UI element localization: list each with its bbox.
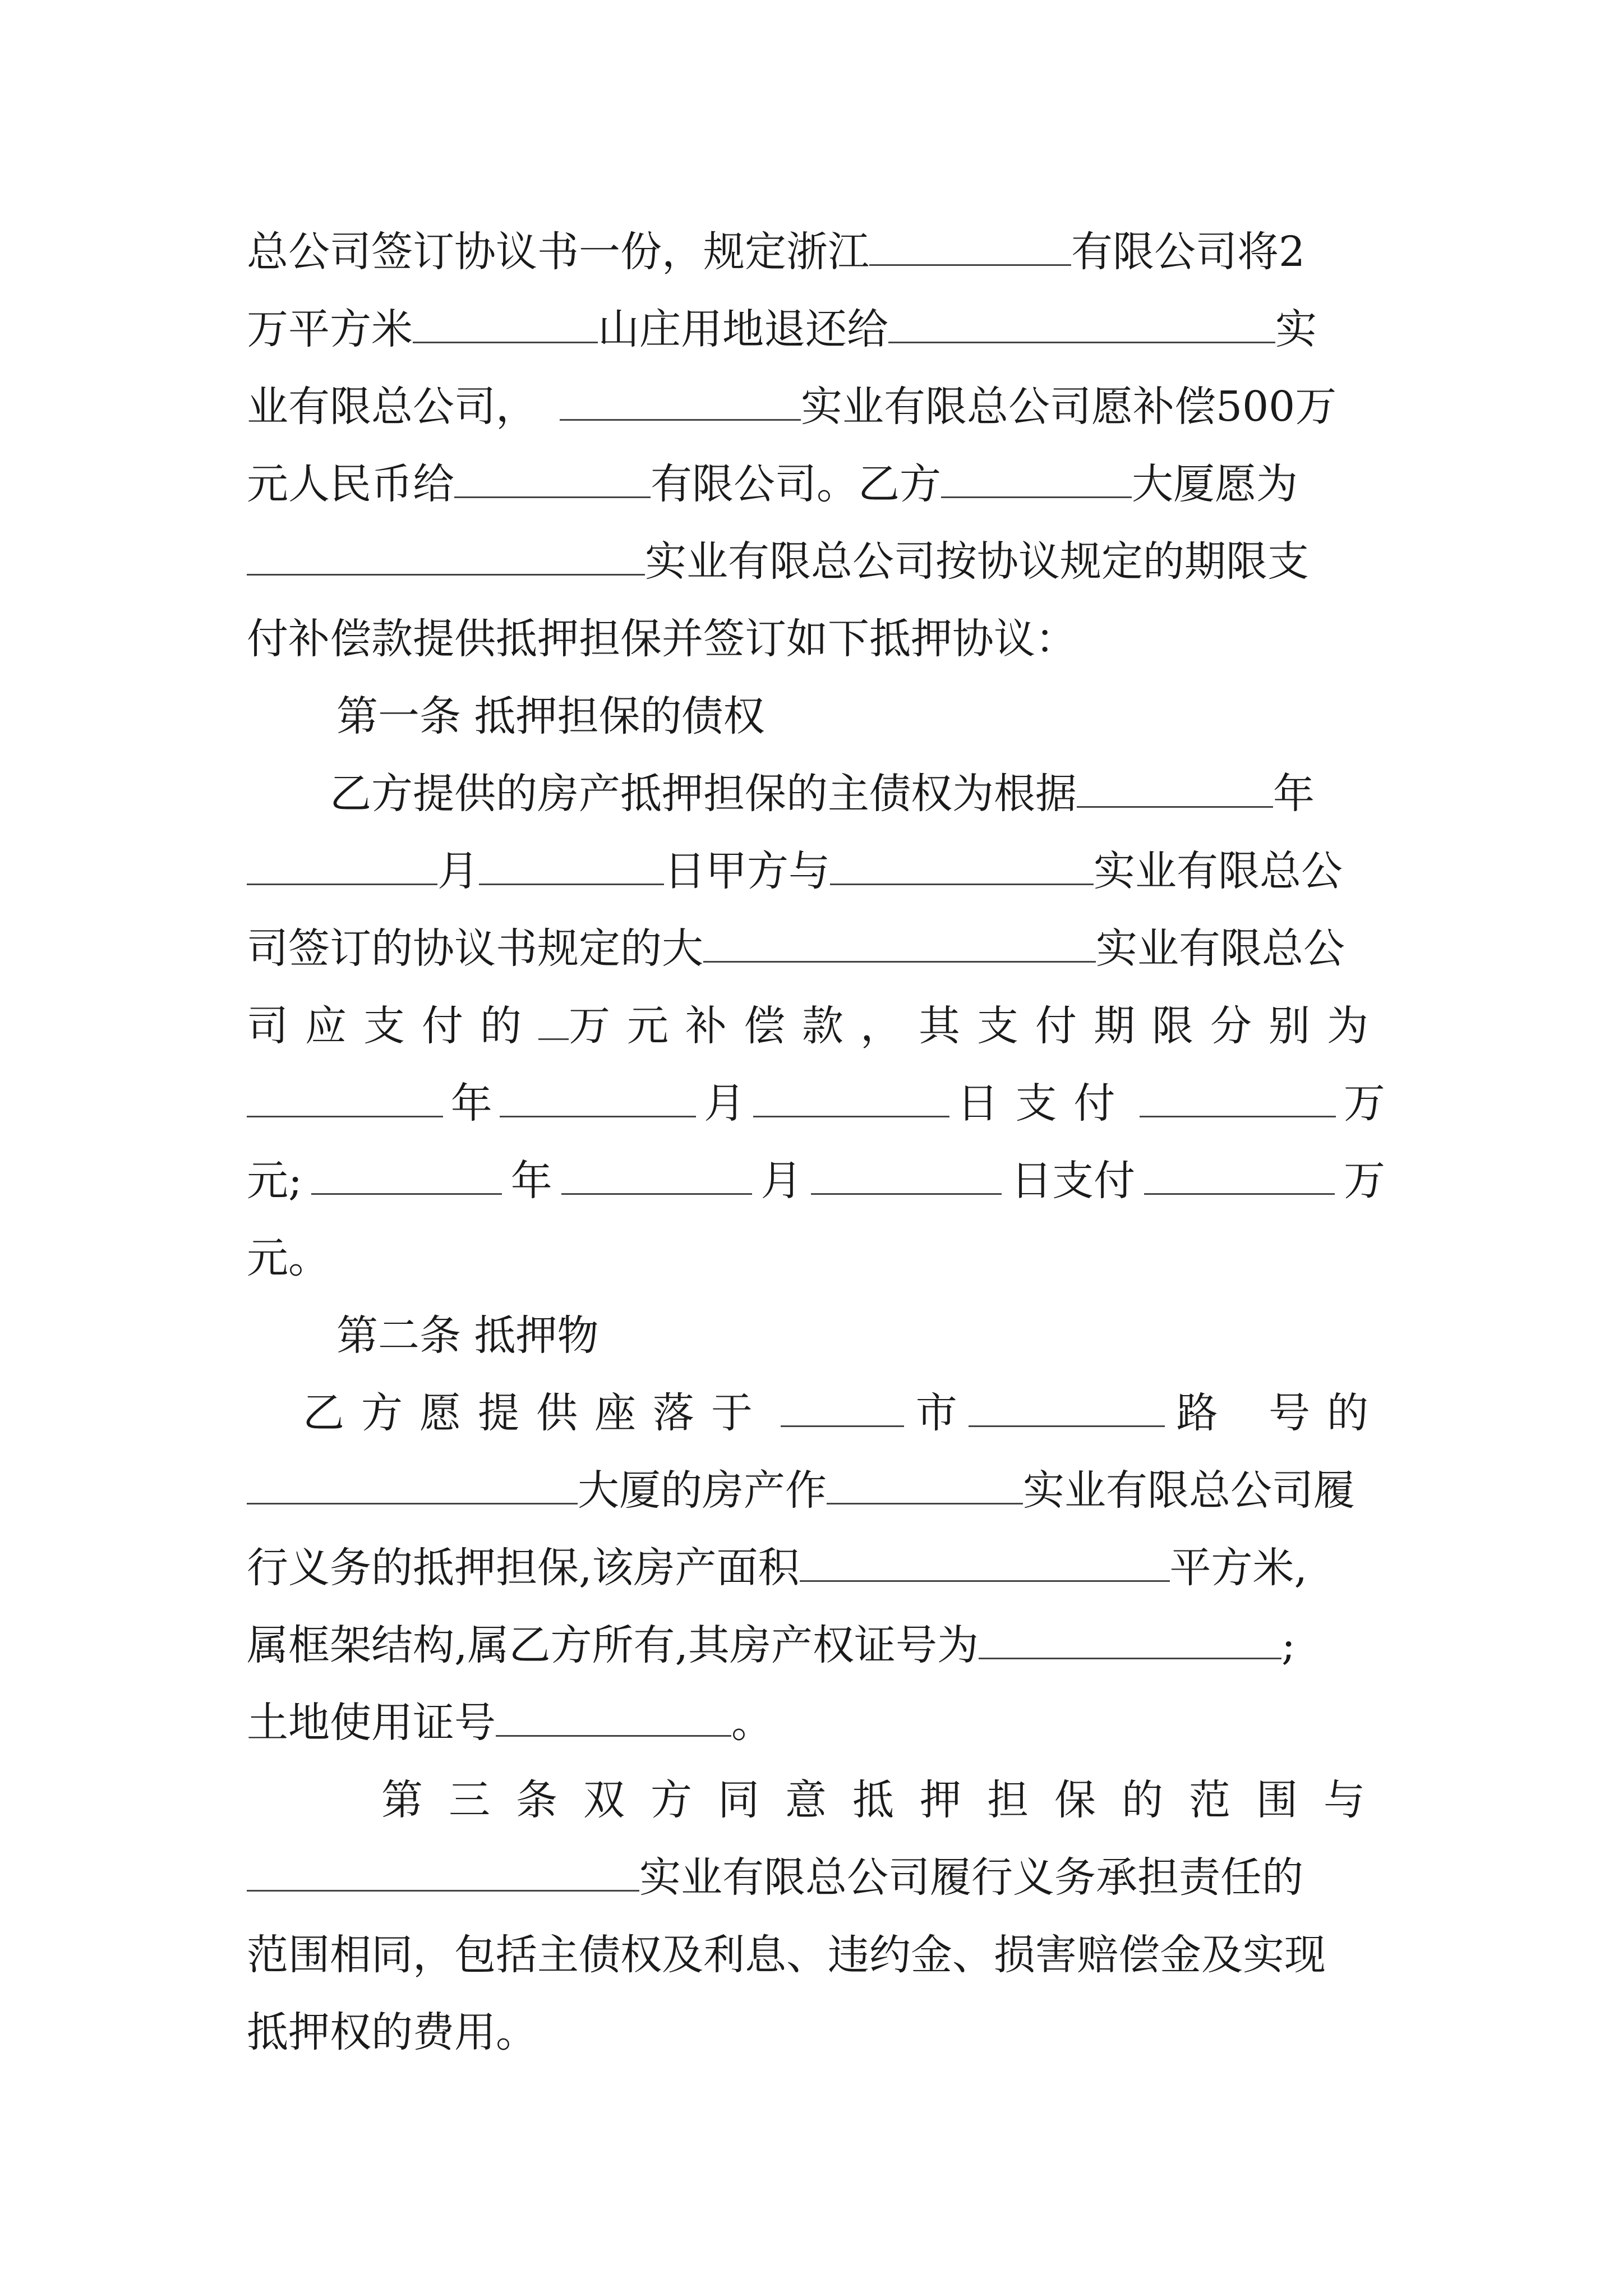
document-page	[247, 213, 1391, 2071]
text-segment: 万	[1343, 1079, 1385, 1128]
text-segment: 。	[731, 1699, 773, 1747]
text-segment: 司应支付的	[247, 1002, 538, 1050]
paragraph-line-6	[247, 600, 1385, 678]
article-2-heading	[247, 1297, 1385, 1374]
text-segment: ;	[1281, 1621, 1295, 1669]
text-segment: 路	[1176, 1389, 1218, 1437]
text-segment: 万平方米	[247, 305, 413, 353]
text-segment: 山庄用地退还给	[598, 305, 888, 353]
text-segment: 日支付	[957, 1079, 1132, 1128]
fill-in-blank[interactable]	[800, 1545, 1170, 1582]
paragraph-line-20	[247, 1684, 1385, 1761]
text-segment: 土地使用证号	[247, 1699, 496, 1747]
fill-in-blank[interactable]	[247, 1081, 443, 1117]
paragraph-line-17	[247, 1452, 1385, 1529]
text-segment: 有限公司将2	[1071, 228, 1306, 276]
article-3-heading	[247, 1761, 1391, 1839]
text-segment: 大厦的房产作	[578, 1466, 827, 1515]
heading-text: 第一条 抵押担保的债权	[336, 692, 765, 740]
text-segment: 大厦愿为	[1132, 460, 1298, 508]
fill-in-blank[interactable]	[811, 1158, 1002, 1195]
paragraph-line-10	[247, 910, 1385, 987]
text-segment: 实	[1275, 305, 1317, 353]
fill-in-blank[interactable]	[561, 1158, 752, 1195]
paragraph-line-4	[247, 445, 1385, 523]
fill-in-blank[interactable]	[560, 384, 801, 421]
text-segment: 有限公司。乙方	[651, 460, 941, 508]
text-segment: 市	[915, 1389, 957, 1437]
fill-in-blank[interactable]	[1077, 771, 1273, 808]
text-segment: 实业有限总公司履	[1023, 1466, 1355, 1515]
text-segment: 年	[510, 1157, 552, 1205]
article-1-heading	[247, 678, 1385, 755]
paragraph-line-3	[247, 368, 1385, 445]
heading-text: 第二条 抵押物	[336, 1312, 599, 1360]
text-segment: 实业有限总公司履行义务承担责任的	[639, 1853, 1303, 1902]
text-segment: 行义务的抵押担保,该房产面积	[247, 1544, 800, 1592]
text-segment: 实业有限总公司愿补偿500万	[801, 383, 1337, 431]
text-segment: 元;	[247, 1157, 302, 1205]
fill-in-blank[interactable]	[311, 1158, 502, 1195]
fill-in-blank[interactable]	[969, 1391, 1165, 1427]
paragraph-line-11	[247, 987, 1385, 1065]
text-segment: 双方同意抵押担保的范围与	[583, 1776, 1391, 1824]
text-segment: 抵押权的费用。	[247, 2008, 537, 2056]
paragraph-line-22	[247, 1839, 1385, 1916]
text-segment: 实业有限总公	[1094, 847, 1343, 895]
text-segment: 元人民币给	[247, 460, 454, 508]
paragraph-line-13	[247, 1142, 1385, 1220]
text-segment: 年	[450, 1079, 492, 1128]
fill-in-blank[interactable]	[888, 307, 1275, 343]
text-segment: 业有限总公司，	[247, 383, 537, 431]
paragraph-line-23	[247, 1916, 1385, 1994]
text-segment: 万	[1343, 1157, 1385, 1205]
text-segment: 月	[437, 847, 479, 895]
text-segment: 总公司签订协议书一份，规定浙江	[247, 228, 869, 276]
paragraph-line-9	[247, 832, 1385, 910]
fill-in-blank[interactable]	[496, 1700, 731, 1737]
fill-in-blank[interactable]	[753, 1081, 949, 1117]
fill-in-blank[interactable]	[869, 229, 1071, 266]
fill-in-blank[interactable]	[479, 849, 664, 885]
paragraph-line-18	[247, 1529, 1385, 1607]
paragraph-line-16	[247, 1374, 1385, 1452]
paragraph-line-8	[247, 755, 1385, 832]
fill-in-blank[interactable]	[454, 462, 651, 498]
text-segment: 乙方愿提供座落于	[303, 1389, 769, 1437]
text-segment: 万元补偿款，其支付期限分别为	[569, 1002, 1385, 1050]
fill-in-blank[interactable]	[1140, 1081, 1336, 1117]
fill-in-blank[interactable]	[781, 1391, 904, 1427]
text-segment: 号的	[1268, 1389, 1385, 1437]
fill-in-blank[interactable]	[247, 1855, 639, 1892]
heading-text: 第三条	[381, 1776, 583, 1824]
fill-in-blank[interactable]	[941, 462, 1132, 498]
text-segment: 月	[760, 1157, 803, 1205]
text-segment: 属框架结构,属乙方所有,其房产权证号为	[247, 1621, 979, 1669]
fill-in-blank[interactable]	[979, 1623, 1281, 1659]
text-segment: 平方米,	[1169, 1544, 1308, 1592]
text-segment: 年	[1273, 770, 1315, 818]
paragraph-line-1	[247, 213, 1385, 291]
fill-in-blank[interactable]	[413, 307, 598, 343]
text-segment: 司签订的协议书规定的大	[247, 924, 703, 973]
paragraph-line-19	[247, 1607, 1385, 1684]
text-segment: 乙方提供的房产抵押担保的主债权为根据	[330, 770, 1077, 818]
paragraph-line-24	[247, 1994, 1385, 2071]
text-segment: 范围相同，包括主债权及利息、违约金、损害赔偿金及实现	[247, 1931, 1326, 1979]
text-segment: 日甲方与	[664, 847, 830, 895]
fill-in-blank[interactable]	[500, 1081, 696, 1117]
fill-in-blank[interactable]	[247, 849, 437, 885]
paragraph-line-2	[247, 291, 1385, 368]
fill-in-blank[interactable]	[830, 849, 1094, 885]
text-segment: 实业有限总公	[1096, 924, 1345, 973]
fill-in-blank[interactable]	[247, 539, 645, 576]
paragraph-line-14	[247, 1220, 1385, 1297]
text-segment: 月	[704, 1079, 746, 1128]
fill-in-blank[interactable]	[247, 1468, 578, 1504]
text-segment: 日支付	[1011, 1157, 1136, 1205]
fill-in-blank[interactable]	[538, 1004, 569, 1040]
paragraph-line-12	[247, 1065, 1385, 1142]
text-segment: 实业有限总公司按协议规定的期限支	[645, 537, 1309, 586]
text-segment: 元。	[247, 1234, 330, 1282]
text-segment: 付补偿款提供抵押担保并签订如下抵押协议：	[247, 615, 1077, 663]
fill-in-blank[interactable]	[703, 926, 1096, 963]
fill-in-blank[interactable]	[827, 1468, 1023, 1504]
paragraph-line-5	[247, 523, 1385, 600]
fill-in-blank[interactable]	[1144, 1158, 1335, 1195]
